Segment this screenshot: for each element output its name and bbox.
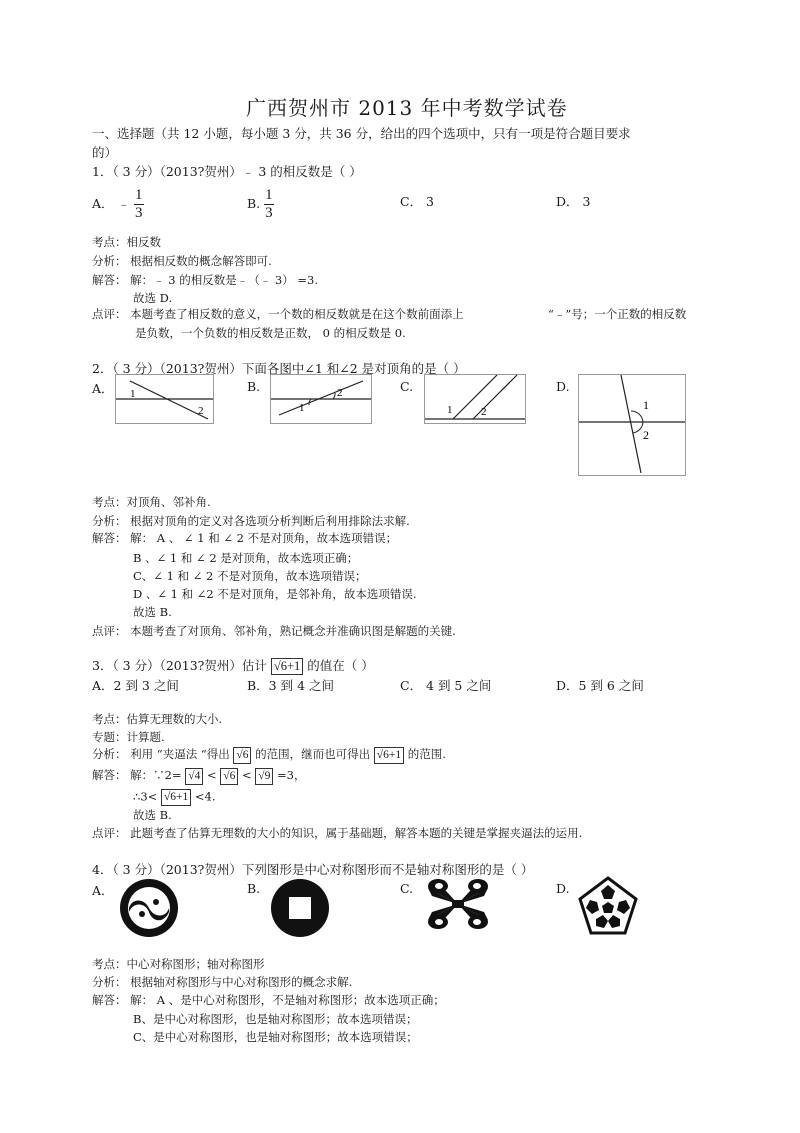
q1-option-b-label: B.: [247, 196, 261, 211]
q1-dianping-line1b: “﹣”号；一个正数的相反数: [548, 307, 687, 321]
q1-option-c: C． 3: [400, 194, 434, 209]
q3-fenxi-pre: 分析： 利用 “夹逼法 “得出: [92, 747, 230, 761]
q3-stem-post: 的值在（ ）: [307, 658, 374, 673]
q3-jieda-sqrt6: √6: [220, 768, 238, 785]
q1-option-b-fraction: [264, 188, 274, 221]
angle-label-1: 1: [447, 404, 453, 416]
q2-option-b-label: B.: [247, 379, 261, 394]
fraction-numerator: 1: [265, 187, 273, 203]
angle-figure-a: [116, 375, 213, 423]
angle-label-2: 2: [198, 405, 204, 417]
q3-fenxi-mid: 的范围，继而也可得出: [255, 747, 371, 761]
q1-dianping-line2: 是负数，一个负数的相反数是正数， 0 的相反数是 0.: [135, 326, 406, 340]
q2-stem: 2．（ 3 分）（2013?贺州）下面各图中∠1 和∠2 是对顶角的是（ ）: [92, 361, 466, 376]
q1-dianping-line1: 点评： 本题考查了相反数的意义，一个数的相反数就是在这个数前面添上: [92, 307, 464, 321]
q1-option-d: D． 3: [556, 194, 591, 209]
q3-option-a: A．2 到 3 之间: [92, 678, 179, 693]
q1-stem: 1．（ 3 分）（2013?贺州）﹣ 3 的相反数是（ ）: [92, 164, 362, 179]
q2-jieda-line4: D 、∠ 1 和 ∠2 不是对顶角，是邻补角，故本选项错误.: [133, 587, 417, 601]
angle-label-2: 2: [643, 428, 649, 442]
q1-option-a-label: A．: [92, 196, 114, 211]
angle-label-1: 1: [130, 388, 136, 400]
q3-jieda-post: =3，: [277, 768, 306, 782]
q2-figure-b: [270, 374, 372, 424]
q4-shape-d-pentagon-icon: [578, 876, 638, 936]
q1-option-a-sign: ﹣: [117, 196, 131, 211]
q1-kaodian: 考点：相反数: [92, 235, 161, 249]
q3-kaodian: 考点：估算无理数的大小.: [92, 712, 223, 726]
angle-label-1: 1: [299, 402, 305, 414]
q3-zhuanti: 专题：计算题.: [92, 730, 165, 744]
q3-fenxi-expression: √6+1: [374, 747, 404, 764]
section-instructions-line2: 的）: [92, 145, 118, 160]
q4-jieda-line3: C、是中心对称图形，也是轴对称图形；故本选项错误；: [133, 1030, 418, 1044]
q1-option-b: [247, 188, 274, 221]
angle-figure-d: [579, 375, 685, 475]
q3-jieda2-post: <4.: [194, 789, 216, 804]
q3-radical-expression: √6+1: [271, 658, 303, 675]
q3-jieda2-pre: ∴3<: [133, 789, 158, 804]
q2-jieda-line3: C、∠ 1 和 ∠ 2 不是对顶角，故本选项错误；: [133, 569, 367, 583]
angle-label-2: 2: [337, 387, 343, 399]
fraction-denominator: 3: [135, 205, 143, 221]
angle-figure-c: [425, 375, 525, 423]
fraction-numerator: 1: [135, 187, 143, 203]
q3-dianping: 点评： 此题考查了估算无理数的大小的知识，属于基础题，解答本题的关键是掌握夹逼法的运用.: [92, 826, 583, 840]
q2-dianping: 点评： 本题考查了对顶角、邻补角，熟记概念并准确识图是解题的关键.: [92, 624, 456, 638]
q4-shape-b-coin-icon: [270, 878, 330, 938]
q2-kaodian: 考点：对顶角、邻补角.: [92, 495, 211, 509]
q3-jieda-sqrt4: √4: [185, 768, 203, 785]
q3-option-c: C． 4 到 5 之间: [400, 678, 492, 693]
q3-fenxi-sqrt6: √6: [233, 747, 251, 764]
q3-stem: [92, 656, 374, 675]
q3-jieda-lt1: <: [206, 768, 217, 782]
q2-option-c-label: C.: [400, 379, 414, 394]
q4-fenxi: 分析： 根据轴对称图形与中心对称图形的概念求解.: [92, 975, 353, 989]
q4-kaodian: 考点：中心对称图形；轴对称图形: [92, 957, 265, 971]
q2-option-a-label: A．: [92, 381, 114, 396]
section-instructions-line1: 一、选择题（共 12 小题，每小题 3 分，共 36 分，给出的四个选项中，只有一项是符合题目要求: [92, 126, 631, 141]
q3-option-b: B．3 到 4 之间: [247, 678, 335, 693]
q2-jieda-line2: B 、∠ 1 和 ∠ 2 是对顶角，故本选项正确；: [133, 551, 359, 565]
q4-shape-c-petal-cross-icon: [426, 876, 490, 932]
angle-label-1: 1: [643, 398, 649, 412]
q3-fenxi: [92, 746, 446, 764]
q3-option-d: D．5 到 6 之间: [556, 678, 644, 693]
q4-option-c-label: C.: [400, 881, 414, 896]
q3-jieda-pre: 解答： 解：∵2=: [92, 768, 182, 782]
fraction-denominator: 3: [265, 205, 273, 221]
q3-answer: 故选 B.: [133, 808, 172, 822]
angle-figure-b: [271, 375, 371, 423]
q2-option-d-label: D.: [556, 379, 570, 394]
q4-option-d-label: D.: [556, 881, 570, 896]
q3-jieda-line1: [92, 767, 305, 785]
angle-label-2: 2: [481, 406, 487, 418]
q4-stem: 4．（ 3 分）（2013?贺州）下列图形是中心对称图形而不是轴对称图形的是（ ）: [92, 862, 534, 877]
q3-jieda-sqrt9: √9: [255, 768, 273, 785]
q4-jieda-line2: B、是中心对称图形，也是轴对称图形；故本选项错误；: [133, 1012, 418, 1026]
q4-jieda-line1: 解答： 解： A 、是中心对称图形，不是轴对称图形；故本选项正确；: [92, 993, 445, 1007]
q3-stem-pre: 3．（ 3 分）（2013?贺州）估计: [92, 658, 267, 673]
q4-option-b-label: B.: [247, 881, 261, 896]
q1-option-a-fraction: [134, 188, 144, 221]
q1-answer: 故选 D.: [133, 291, 173, 305]
q2-fenxi: 分析： 根据对顶角的定义对各选项分析判断后利用排除法求解.: [92, 514, 410, 528]
q2-figure-d: [578, 374, 686, 476]
q3-jieda-line2: [133, 789, 216, 806]
q3-jieda2-expression: √6+1: [161, 789, 191, 806]
q2-figure-c: [424, 374, 526, 424]
q2-jieda-line1: 解答： 解： A 、 ∠ 1 和 ∠ 2 不是对顶角，故本选项错误；: [92, 531, 398, 545]
q3-fenxi-post: 的范围.: [407, 747, 446, 761]
q2-figure-a: [115, 374, 214, 424]
q1-jieda: 解答： 解：﹣ 3 的相反数是﹣（﹣ 3） =3.: [92, 273, 319, 287]
q2-answer: 故选 B.: [133, 605, 172, 619]
q4-option-a-label: A．: [92, 883, 114, 898]
q4-shape-a-swirl-icon: [118, 878, 180, 938]
q1-fenxi: 分析： 根据相反数的概念解答即可.: [92, 254, 272, 268]
q1-option-a: [92, 188, 144, 221]
q3-jieda-lt2: <: [242, 768, 252, 782]
page-title: 广西贺州市 2013 年中考数学试卷: [246, 96, 568, 120]
